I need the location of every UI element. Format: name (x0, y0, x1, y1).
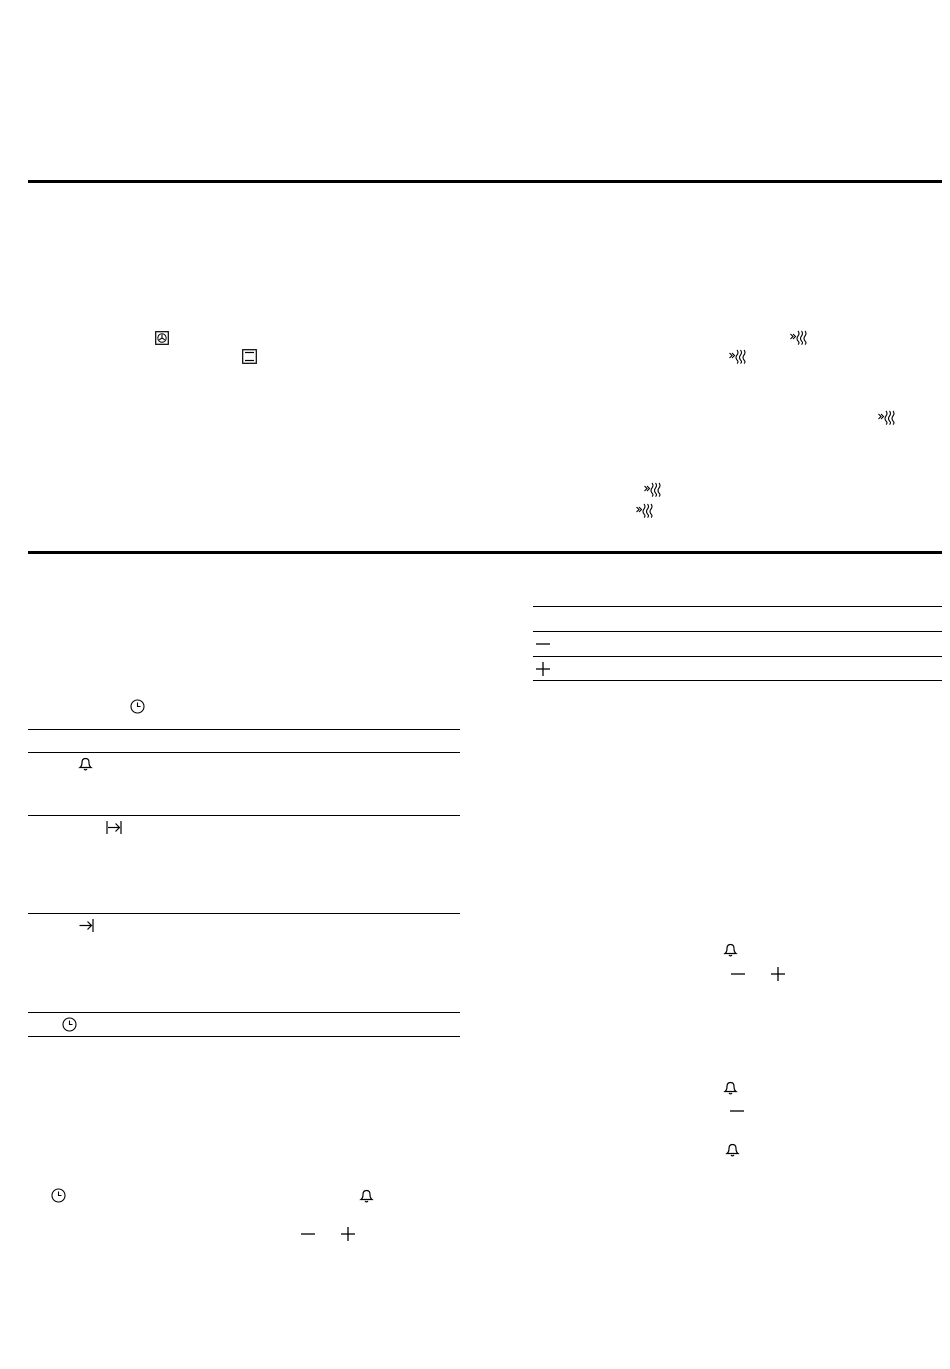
rapid-heat-icon (878, 410, 896, 425)
bell-icon (723, 942, 738, 957)
minus-icon (729, 1103, 745, 1119)
clock-icon (130, 699, 145, 714)
table-rule (28, 729, 460, 730)
table-rule (533, 631, 942, 632)
plus-icon (535, 661, 551, 677)
table-rule (533, 656, 942, 657)
table-rule (28, 1036, 460, 1037)
table-rule (533, 680, 942, 681)
minus-icon (730, 966, 746, 982)
bell-icon (78, 756, 93, 771)
table-rule (28, 913, 460, 914)
clock-icon (62, 1017, 77, 1032)
table-rule (28, 1012, 460, 1013)
rapid-heat-icon (644, 482, 662, 497)
bell-icon (725, 1142, 740, 1157)
minus-icon (535, 636, 551, 652)
clock-icon (51, 1188, 66, 1203)
top-bottom-heat-icon (242, 349, 257, 364)
plus-icon (770, 966, 786, 982)
bell-icon (723, 1080, 738, 1095)
bell-icon (359, 1188, 374, 1203)
plus-icon (340, 1226, 356, 1242)
rapid-heat-icon (790, 330, 808, 345)
section-divider-top (28, 180, 942, 183)
arrow-to-line-icon (79, 918, 94, 933)
fan-in-box-icon (155, 331, 169, 345)
table-rule (533, 606, 942, 607)
arrow-to-bar-icon (106, 820, 122, 835)
rapid-heat-icon (729, 349, 747, 364)
minus-icon (300, 1226, 316, 1242)
table-rule (28, 752, 460, 753)
table-rule (28, 815, 460, 816)
section-divider-middle (28, 551, 942, 554)
rapid-heat-icon (636, 503, 654, 518)
